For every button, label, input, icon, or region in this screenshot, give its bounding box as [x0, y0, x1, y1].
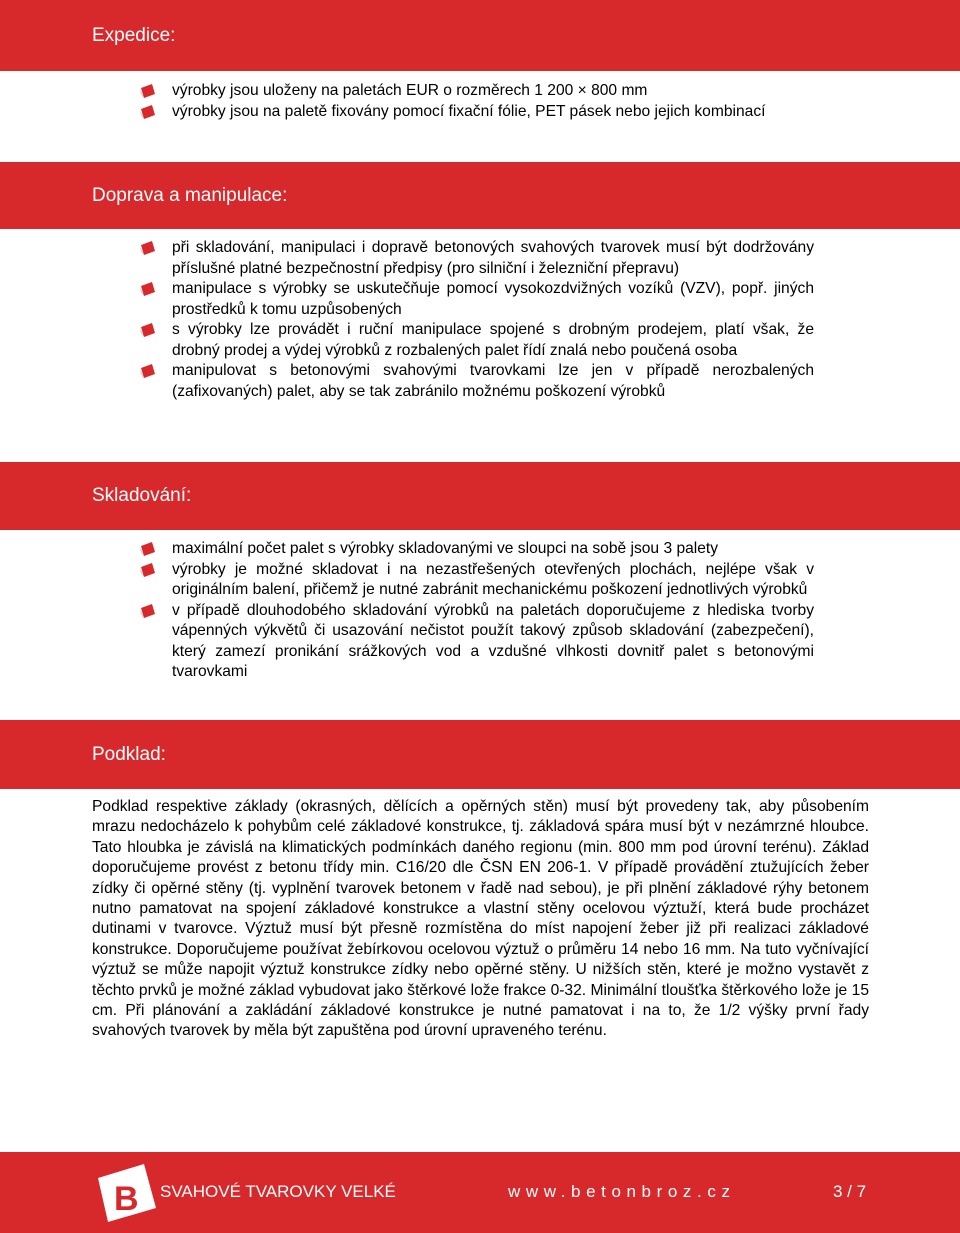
logo-icon [94, 1164, 156, 1222]
bullet-icon [140, 563, 156, 577]
expedice-list [92, 81, 814, 122]
podklad-paragraph: Podklad respektive základy (okrasných, dělících a opěrných stěn) musí být provedeny tak, aby působením mrazu nedocházelo k pohybům celé základové konstrukce, tj. základová spára musí být v nezámrzné hloubce. Tato hloubka je závislá na klimatických podmínkách daného regionu (min. 800 mm pod úrovní terénu). Základ doporučujeme provést z betonu třídy min. C16/20 dle ČSN EN 206-1. V případě provádění ztužujících žeber zídky či opěrné stěny (tj. vyplnění tvarovek betonem v řadě nad sebou), je při plnění základové rýhy betonem nutno pamatovat na spojení základové konstrukce a vlastní stěny ocelovou výztuží, která bude procházet dutinami v tvarovce. Výztuž musí být přesně rozmístěna do míst napojení žeber již při realizaci základové konstrukce. Doporučujeme používat žebírkovou ocelovou výztuž o průměru 14 nebo 16 mm. Na tuto vyčnívající výztuž se může napojit výztuž konstrukce zídky nebo opěrné stěny. U nižších stěn, které je možno vystavět z těchto prvků je možné základ vybudovat jako štěrkové lože frakce 0-32. Minimální tloušťka štěrkového lože je 15 cm. Při plánování a zakládání základové konstrukce je nutné pamatovat i na to, že 1/2 výšky první řady svahových tvarovek by měla být zapuštěna pod úrovní upraveného terénu. [92, 798, 869, 1040]
bullet-icon [140, 364, 156, 378]
list-item: s výrobky lze provádět i ruční manipulace spojené s drobným prodejem, platí však, že drobný prodej a výdej výrobků z rozbalených palet řídí znalá nebo poučená osoba [92, 320, 814, 361]
bullet-icon [140, 84, 156, 98]
svg-text:B: B [114, 1180, 139, 1218]
section-title: Skladování: [92, 485, 192, 506]
bullet-icon [140, 241, 156, 255]
section-title: Doprava a manipulace: [92, 184, 288, 206]
list-item: při skladování, manipulaci i dopravě betonových svahových tvarovek musí být dodržovány příslušné platné bezpečnostní předpisy (pro silniční i železniční přepravu) [92, 238, 814, 279]
list-item: manipulovat s betonovými svahovými tvarovkami lze jen v případě nerozbalených (zafixovaných) palet, aby se tak zabránilo možnému poškození výrobků [92, 361, 814, 402]
list-item: v případě dlouhodobého skladování výrobků na paletách doporučujeme z hlediska tvorby vápenných výkvětů či usazování nečistot použít takový způsob skladování (zabezpečení), který zamezí pronikání srážkových vod a vzdušné vlhkosti dovnitř palet s betonovými tvarovkami [92, 601, 814, 683]
skladovani-list [92, 539, 814, 683]
section-header-expedice [0, 0, 960, 71]
list-item: výrobky jsou uloženy na paletách EUR o rozměrech 1 200 × 800 mm [92, 81, 814, 102]
bullet-icon [140, 282, 156, 296]
bullet-icon [140, 105, 156, 119]
list-item: výrobky je možné skladovat i na nezastřešených otevřených plochách, nejlépe však v originálním balení, přičemž je nutné zabránit mechanickému poškození jednotlivých výrobků [92, 560, 814, 601]
doprava-list [92, 238, 814, 402]
list-item: výrobky jsou na paletě fixovány pomocí fixační fólie, PET pásek nebo jejich kombinací [92, 102, 814, 123]
list-item: manipulace s výrobky se uskutečňuje pomocí vysokozdvižných vozíků (VZV), popř. jiných prostředků k tomu uzpůsobených [92, 279, 814, 320]
list-item: maximální počet palet s výrobky skladovanými ve sloupci na sobě jsou 3 palety [92, 539, 814, 560]
section-title: Podklad: [92, 743, 166, 765]
section-title: Expedice: [92, 24, 176, 46]
section-header-doprava [0, 162, 960, 229]
bullet-icon [140, 323, 156, 337]
page-number: 3 / 7 [833, 1182, 867, 1201]
page-footer [0, 1152, 960, 1233]
bullet-icon [140, 604, 156, 618]
footer-title: SVAHOVÉ TVAROVKY VELKÉ [160, 1182, 396, 1201]
section-header-podklad [0, 720, 960, 789]
footer-url[interactable]: www.betonbroz.cz [508, 1182, 736, 1201]
section-header-skladovani [0, 462, 960, 530]
bullet-icon [140, 542, 156, 556]
